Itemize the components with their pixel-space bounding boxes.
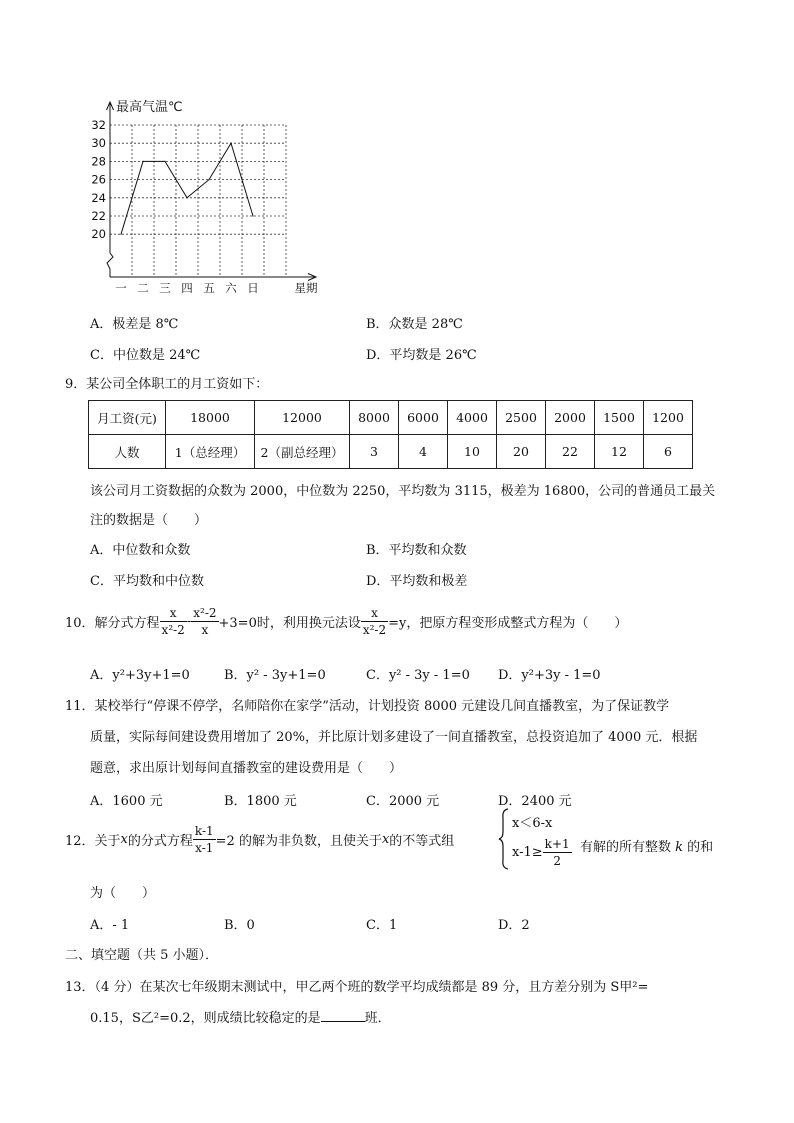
q11-line-2: 质量，实际每间建设费用增加了 20%，并比原计划多建设了一间直播教室，总投资追加了 4000 元．根据 [90, 730, 698, 745]
q12-line-2: 为（ ） [90, 886, 156, 901]
data-point [208, 179, 209, 180]
table-cell: 4000 [448, 401, 497, 435]
table-cell: 2（副总经理） [255, 435, 350, 469]
fraction-numerator: k-1 [194, 824, 214, 838]
fraction-denominator: x²-2 [362, 623, 387, 637]
table-cell: 1（总经理） [166, 435, 255, 469]
data-point [252, 215, 253, 216]
q12-stem [65, 823, 454, 856]
chart-labels [91, 99, 318, 295]
table-cell: 1500 [595, 401, 644, 435]
chart-grid [110, 125, 286, 277]
q8-option-c[interactable]: C．中位数是 24℃ [90, 348, 201, 363]
y-tick-label: 24 [91, 190, 106, 205]
q11-line-1: 11．某校举行“停课不停学，名师陪你在家学”活动，计划投资 8000 元建设几间直播教室，为了保证教学 [65, 699, 670, 714]
y-tick-label: 20 [91, 227, 106, 242]
q12-fraction [193, 823, 216, 856]
table-cell: 20 [497, 435, 546, 469]
table-cell: 18000 [166, 401, 255, 435]
q12-option-a[interactable]: A．- 1 [90, 918, 130, 933]
q10-minus: - [186, 614, 192, 629]
q12-variable-x: x [381, 832, 390, 847]
q9-option-a[interactable]: A．中位数和众数 [90, 543, 191, 558]
q12-option-b[interactable]: B．0 [224, 918, 255, 933]
q10-option-a[interactable]: A．y²+3y+1=0 [90, 668, 190, 683]
table-cell: 8000 [350, 401, 399, 435]
fraction-numerator: x [160, 605, 187, 622]
x-axis-title: 星期 [294, 281, 318, 295]
q9-stem: 9．某公司全体职工的月工资如下： [65, 377, 269, 392]
table-cell: 2500 [497, 401, 546, 435]
q10-stem [65, 605, 627, 638]
q9-option-d[interactable]: D．平均数和极差 [366, 574, 468, 589]
q12-system-line-2 [512, 836, 572, 869]
q12-option-d[interactable]: D．2 [498, 918, 530, 933]
q8-option-b[interactable]: B．众数是 28℃ [366, 317, 463, 332]
q9-text-line-1: 该公司月工资数据的众数为 2000，中位数为 2250，平均数为 3115，极差为 16800，公司的普通员工最关 [90, 484, 716, 499]
q13-line-2 [90, 1007, 391, 1026]
q10-option-d[interactable]: D．y²+3y - 1=0 [498, 668, 601, 683]
fraction-denominator: x²-2 [161, 623, 185, 637]
x-tick-label: 二 [137, 281, 149, 295]
y-tick-label: 22 [91, 209, 106, 223]
fraction-denominator: x-1 [195, 841, 214, 855]
chart-series [120, 143, 253, 235]
section-2-heading: 二、填空题（共 5 小题）． [65, 948, 219, 963]
q12-part-1: 12．关于 [65, 834, 121, 849]
q9-option-b[interactable]: B．平均数和众数 [366, 543, 467, 558]
y-axis-title: 最高气温℃ [116, 100, 183, 115]
y-tick-label: 32 [91, 118, 106, 132]
q12-part-6: 的和 [683, 840, 714, 855]
q9-option-c[interactable]: C．平均数和中位数 [90, 574, 204, 589]
table-cell: 12 [595, 435, 644, 469]
q10-mid: +3=0时，利用换元法设 [218, 616, 361, 631]
q12-variable-k: k [675, 840, 684, 855]
wage-table-count-row [89, 435, 693, 469]
q10-suffix: =y，把原方程变形成整式方程为（ ） [388, 616, 628, 631]
q13-line-2-tail: 班． [364, 1011, 391, 1026]
table-cell: 6000 [399, 401, 448, 435]
q12-stem-tail [580, 836, 713, 855]
wage-table-header-row [89, 401, 693, 435]
q8-option-d[interactable]: D．平均数是 26℃ [366, 348, 477, 363]
table-cell: 1200 [644, 401, 693, 435]
data-point [164, 161, 165, 162]
q10-prefix: 10．解分式方程 [65, 616, 160, 631]
fraction-numerator: x²-2 [193, 606, 217, 620]
q12-system-fraction [543, 836, 572, 869]
x-tick-label: 日 [247, 281, 259, 295]
chart-axes [107, 102, 317, 281]
fraction-denominator: x [201, 623, 209, 637]
table-cell: 人数 [89, 435, 166, 469]
fraction-numerator: x [361, 605, 388, 622]
q8-option-a[interactable]: A．极差是 8℃ [90, 317, 179, 332]
data-point [142, 161, 143, 162]
temperature-line-chart [91, 95, 338, 300]
wage-table [88, 400, 693, 469]
fraction-denominator: 2 [553, 854, 561, 868]
q12-system-line-1: x＜6-x [512, 816, 553, 831]
y-tick-label: 28 [91, 154, 106, 169]
table-cell: 4 [399, 435, 448, 469]
q10-option-c[interactable]: C．y² - 3y - 1=0 [366, 668, 470, 683]
left-brace-icon [498, 808, 510, 870]
data-point [120, 234, 121, 235]
q12-system-left: x-1≥ [512, 845, 543, 860]
data-point [230, 143, 231, 144]
q11-option-b[interactable]: B．1800 元 [224, 794, 297, 809]
fraction-numerator: k+1 [544, 837, 570, 851]
q11-line-3: 题意，求出原计划每间直播教室的建设费用是（ ） [90, 761, 403, 776]
table-cell: 2000 [546, 401, 595, 435]
q11-option-c[interactable]: C．2000 元 [366, 794, 440, 809]
q10-fraction-1 [160, 605, 187, 638]
x-tick-label: 五 [203, 281, 215, 295]
y-tick-label: 26 [91, 172, 106, 187]
data-point [186, 197, 187, 198]
q12-option-c[interactable]: C．1 [366, 918, 398, 933]
q10-option-b[interactable]: B．y² - 3y+1=0 [224, 668, 326, 683]
answer-blank[interactable] [321, 1009, 365, 1022]
y-tick-label: 30 [91, 136, 106, 151]
table-cell: 10 [448, 435, 497, 469]
x-tick-label: 四 [181, 281, 193, 295]
q10-fraction-2 [191, 605, 218, 638]
x-tick-label: 六 [225, 281, 237, 295]
q9-text-line-2: 注的数据是（ ） [90, 513, 208, 528]
temperature-series-line [121, 143, 253, 234]
table-cell: 月工资(元) [89, 401, 166, 435]
x-tick-label: 一 [115, 281, 127, 295]
x-tick-label: 三 [159, 281, 171, 295]
q10-fraction-3 [361, 605, 388, 638]
q11-option-a[interactable]: A．1600 元 [90, 794, 163, 809]
q13-line-1: 13．（4 分）在某次七年级期末测试中，甲乙两个班的数学平均成绩都是 89 分，且方差分别为 S甲²= [65, 980, 649, 995]
q11-option-d[interactable]: D．2400 元 [498, 794, 572, 809]
table-cell: 6 [644, 435, 693, 469]
q12-part-4: 的不等式组 [389, 834, 455, 849]
q12-part-5: 有解的所有整数 [580, 840, 676, 855]
q12-part-3: =2 的解为非负数，且使关于 [215, 834, 382, 849]
q12-variable-x: x [120, 832, 128, 847]
table-cell: 12000 [255, 401, 350, 435]
table-cell: 22 [546, 435, 595, 469]
table-cell: 3 [350, 435, 399, 469]
q12-part-2: 的分式方程 [127, 834, 193, 849]
q13-line-2-text: 0.15，S乙²=0.2，则成绩比较稳定的是 [90, 1011, 321, 1026]
